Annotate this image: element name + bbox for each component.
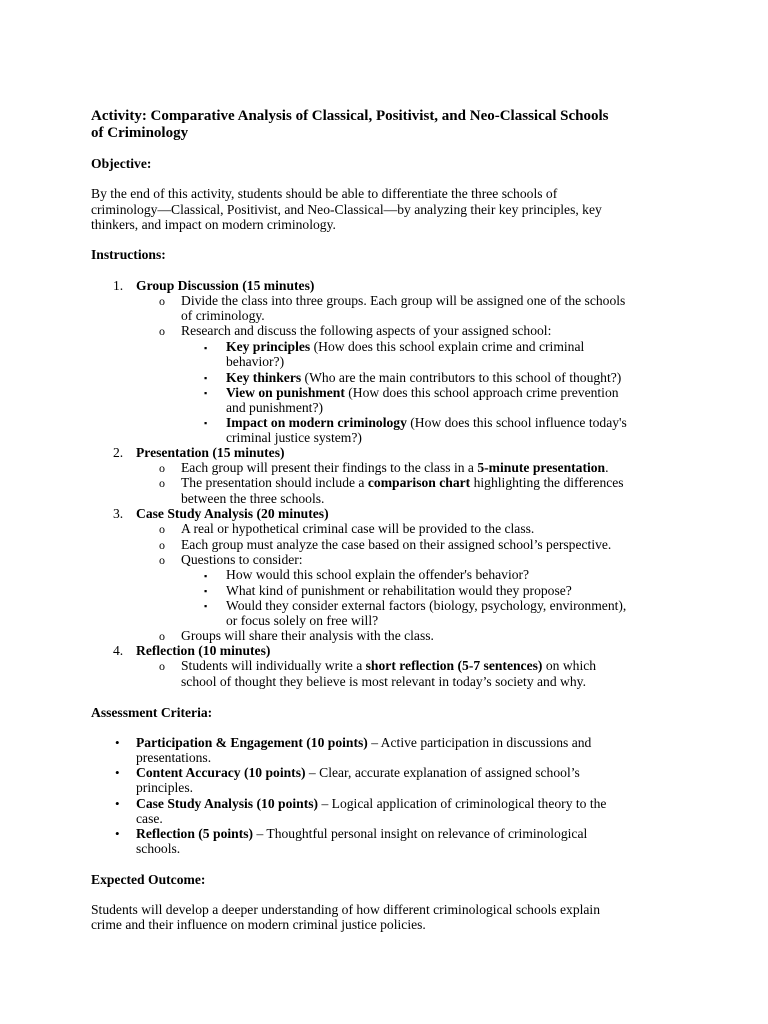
step-item-continued: between the three schools. — [181, 491, 325, 506]
square-bullet-icon: ▪ — [204, 343, 208, 353]
square-bullet-icon: ▪ — [204, 373, 208, 383]
bullet-icon: • — [115, 765, 120, 780]
circle-bullet-icon: o — [159, 294, 165, 308]
objective-text-line1: By the end of this activity, students should be able to differentiate the three schools of — [91, 186, 558, 201]
circle-bullet-icon: o — [159, 522, 165, 536]
sub-item: What kind of punishment or rehabilitation would they propose? — [226, 583, 572, 598]
sub-item-continued: or focus solely on free will? — [226, 613, 379, 628]
criteria-item-continued: schools. — [136, 841, 181, 856]
step-item: Each group will present their findings to the class in a 5-minute presentation. — [181, 460, 609, 475]
sub-item: Impact on modern criminology (How does this school influence today's — [226, 415, 627, 430]
criteria-item: Content Accuracy (10 points) – Clear, accurate explanation of assigned school’s — [136, 765, 580, 780]
step-item: Groups will share their analysis with the class. — [181, 628, 434, 643]
step-title: Case Study Analysis (20 minutes) — [136, 506, 329, 521]
outcome-text-line1: Students will develop a deeper understanding of how different criminological schools explain — [91, 902, 601, 917]
outcome-text-line2: crime and their influence on modern criminal justice policies. — [91, 917, 426, 932]
sub-item: How would this school explain the offender's behavior? — [226, 567, 530, 582]
sub-item: View on punishment (How does this school approach crime prevention — [226, 385, 619, 400]
sub-item-continued: and punishment?) — [226, 400, 324, 415]
circle-bullet-icon: o — [159, 659, 165, 673]
assessment-heading: Assessment Criteria: — [91, 705, 213, 720]
step-number: 1. — [113, 278, 124, 293]
objective-text-line3: thinkers, and impact on modern criminology. — [91, 217, 336, 232]
step-item: Students will individually write a short reflection (5-7 sentences) on which — [181, 658, 597, 673]
step-item: Research and discuss the following aspects of your assigned school: — [181, 323, 552, 338]
step-item: Questions to consider: — [181, 552, 303, 567]
step-item: A real or hypothetical criminal case will be provided to the class. — [181, 521, 535, 536]
circle-bullet-icon: o — [159, 324, 165, 338]
square-bullet-icon: ▪ — [204, 571, 208, 581]
step-title: Reflection (10 minutes) — [136, 643, 271, 658]
square-bullet-icon: ▪ — [204, 418, 208, 428]
bullet-icon: • — [115, 796, 120, 811]
outcome-heading: Expected Outcome: — [91, 872, 206, 887]
step-item: Each group must analyze the case based on their assigned school’s perspective. — [181, 537, 612, 552]
step-number: 3. — [113, 506, 124, 521]
step-title: Presentation (15 minutes) — [136, 445, 285, 460]
circle-bullet-icon: o — [159, 553, 165, 567]
criteria-item-continued: principles. — [136, 780, 194, 795]
step-item: of criminology. — [181, 308, 265, 323]
sub-item: Key principles (How does this school explain crime and criminal — [226, 339, 585, 354]
document-title-line2: of Criminology — [91, 125, 189, 141]
step-item: Divide the class into three groups. Each group will be assigned one of the schools — [181, 293, 626, 308]
criteria-item: Participation & Engagement (10 points) – Active participation in discussions and — [136, 735, 592, 750]
bullet-icon: • — [115, 735, 120, 750]
bullet-icon: • — [115, 826, 120, 841]
circle-bullet-icon: o — [159, 476, 165, 490]
circle-bullet-icon: o — [159, 629, 165, 643]
circle-bullet-icon: o — [159, 538, 165, 552]
objective-heading: Objective: — [91, 156, 152, 171]
step-item: The presentation should include a comparison chart highlighting the differences — [181, 475, 624, 490]
criteria-item: Reflection (5 points) – Thoughtful personal insight on relevance of criminological — [136, 826, 588, 841]
criteria-item: Case Study Analysis (10 points) – Logical application of criminological theory to the — [136, 796, 607, 811]
sub-item: Would they consider external factors (biology, psychology, environment), — [226, 598, 627, 613]
step-number: 2. — [113, 445, 124, 460]
sub-item: Key thinkers (Who are the main contributors to this school of thought?) — [226, 370, 622, 385]
step-number: 4. — [113, 643, 124, 658]
step-title: Group Discussion (15 minutes) — [136, 278, 315, 293]
circle-bullet-icon: o — [159, 461, 165, 475]
objective-text-line2: criminology—Classical, Positivist, and Neo-Classical—by analyzing their key principles, key — [91, 202, 602, 217]
square-bullet-icon: ▪ — [204, 388, 208, 398]
document-title-line1: Activity: Comparative Analysis of Classical, Positivist, and Neo-Classical Schools — [91, 108, 609, 124]
sub-item-continued: behavior?) — [226, 354, 285, 369]
criteria-item-continued: presentations. — [136, 750, 212, 765]
criteria-item-continued: case. — [136, 811, 163, 826]
step-item-continued: school of thought they believe is most relevant in today’s society and why. — [181, 674, 586, 689]
instructions-heading: Instructions: — [91, 247, 166, 262]
sub-item-continued: criminal justice system?) — [226, 430, 362, 445]
square-bullet-icon: ▪ — [204, 586, 208, 596]
square-bullet-icon: ▪ — [204, 601, 208, 611]
